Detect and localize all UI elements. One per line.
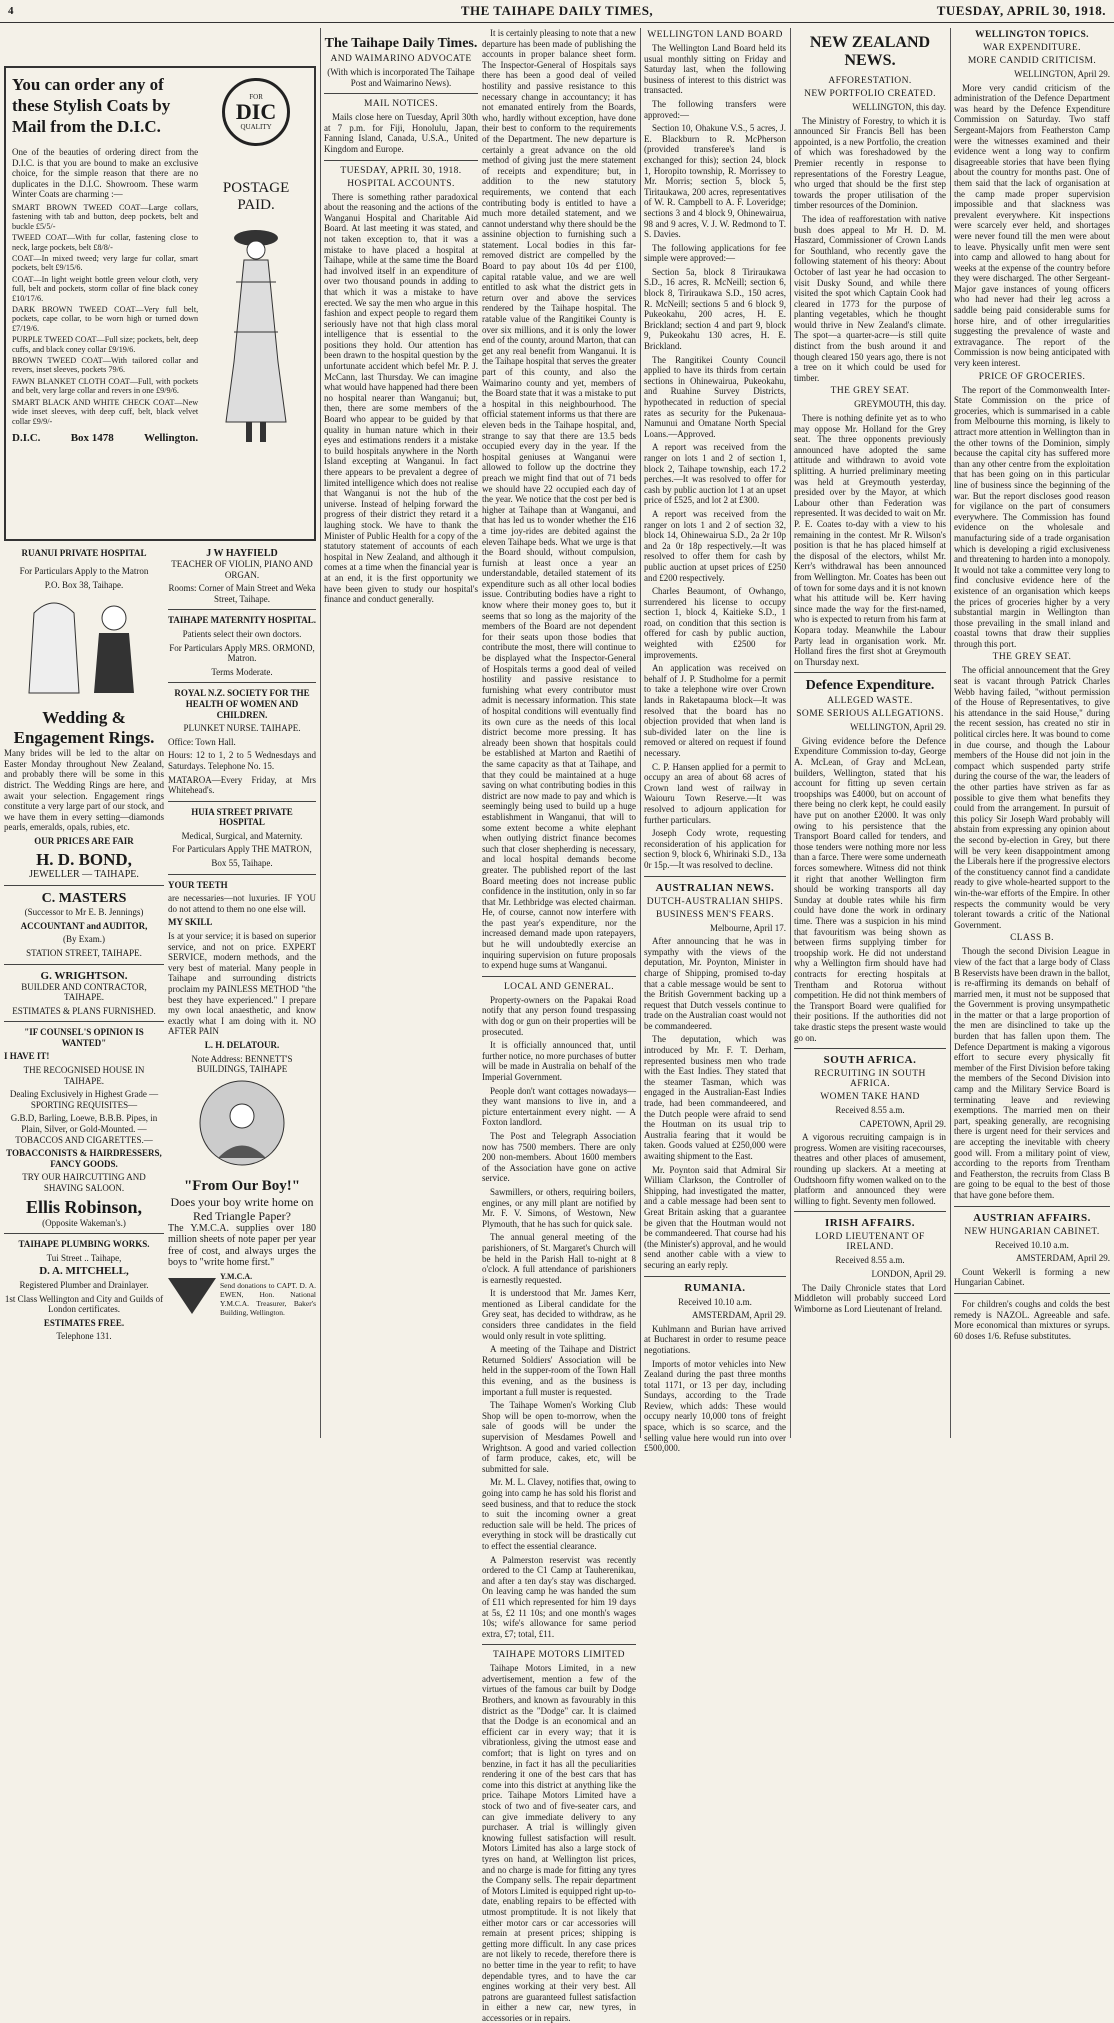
society-nurse: PLUNKET NURSE. TAIHAPE. bbox=[183, 723, 301, 734]
local-item: It is understood that Mr. James Kerr, mentioned as Liberal candidate for the Grey seat, has decided to withdraw, as he considers three candidates in the field would only result in vote splitting. bbox=[482, 1288, 636, 1341]
local-item: The annual general meeting of the parishioners, of St. Margaret's Church will be held in the Parish Hall to-night at 8 o'clock. A full attendance of parishioners is earnestly requested. bbox=[482, 1232, 636, 1285]
dic-coat-item: DARK BROWN TWEED COAT—Very full belt, pockets, cape collar, to be worn high or turned down £7/19/6. bbox=[12, 305, 199, 333]
masters-exam: (By Exam.) bbox=[63, 934, 105, 945]
dic-coat-item: FAWN BLANKET CLOTH COAT—Full, with pockets and belt, very large collar and revers in one £9/9/6. bbox=[12, 376, 199, 396]
dic-footer-left: D.I.C. bbox=[12, 431, 41, 444]
austrian-heading: AUSTRIAN AFFAIRS. bbox=[973, 1211, 1091, 1224]
wrightson-name: G. WRIGHTSON. bbox=[40, 969, 128, 982]
local-general-heading: LOCAL AND GENERAL. bbox=[503, 981, 615, 992]
dic-coat-item: COAT—In mixed tweed; very large fur collar, smart pockets, belt £9/15/6. bbox=[12, 254, 199, 273]
local-item: A meeting of the Taihape and District Returned Soldiers' Association will be held in the supper-room of the Town Hall this evening, and as the business is important a full muster is requested. bbox=[482, 1344, 636, 1397]
dic-coat-item: COAT—In light weight bottle green velour cloth, very full, belt and pockets, storm collar of fine black coney £10/17/6. bbox=[12, 274, 199, 303]
rumania-received: Received 10.10 a.m. bbox=[678, 1296, 752, 1307]
mail-notices-text: Mails close here on Tuesday, April 30th at 7 p.m. for Fiji, Honolulu, Japan, Fanning Island, Canada, U.S.A., United Kingdom and Europe. bbox=[324, 112, 478, 154]
criticism-heading: MORE CANDID CRITICISM. bbox=[967, 56, 1097, 66]
dic-footer-city: Wellington. bbox=[144, 431, 199, 444]
austrian-received: Received 10.10 a.m. bbox=[995, 1239, 1069, 1250]
australian-body bbox=[644, 936, 786, 1270]
soldier-letter-illustration bbox=[168, 1078, 316, 1173]
local-item: Mr. M. L. Clavey, notifies that, owing to going into camp he has sold his florist and seed business, and that to reduce the stock to suit the incoming owner a great reduction sale will be held. The prices of everything in stock will be drastically cut to effect the essential clearance. bbox=[482, 1477, 636, 1551]
counsel-barber: TOBACCONISTS & HAIRDRESSERS, FANCY GOODS. bbox=[6, 1148, 162, 1169]
grey-paragraph: There is nothing definite yet as to who may oppose Mr. Holland for the Grey seat. The three opponents previously announced have adopted the same attitude and withdrawn to avoid vote splitting. A hurried preliminary meeting was held at Greymouth yesterday, presided over by the Mayor, at which Labour other than Federation was represented. It was decided to wait on Mr. P. E. Coates to-day with a view to his remaining in the contest. Mr R. Wilson's position is that he has placed himself at the disposal of the electors, whilst Mr. Kerr's withdrawal has been announced from Wellington. Mr. Coates has been out of town for some days and it is not known what his attitude will be. Kerr having since made the way for the first-named, who is expected to return from his farm at Kopara today. Meanwhile the Labour Party lead in organisation work. Mr. Holland fires the first shot at Greymouth on Thursday next. bbox=[794, 413, 946, 667]
dic-coat-item: SMART BLACK AND WHITE CHECK COAT—New wide inset sleeves, with deep cuff, belt, black velvet collar £9/9/- bbox=[12, 397, 199, 426]
local-item: Property-owners on the Papakai Road notify that any person found trespassing with dog or gun on their properties will be prosecuted. bbox=[482, 994, 636, 1037]
dic-coat-item: PURPLE TWEED COAT—Full size; pockets, belt, deep cuffs, and black coney collar £9/19/6. bbox=[12, 335, 199, 354]
ymca-badge: Y.M.C.A. bbox=[220, 1271, 253, 1281]
land-board-paragraph: A report was received from the ranger on lots 1 and 2 of section 1, block 2, Taihape township, each 17.2 perches.—It was resolved to offer for cash by public auction lot 1 at an upset price of £525, and lot 2 at £300. bbox=[644, 442, 786, 506]
defence-date: WELLINGTON, April 29. bbox=[850, 722, 946, 733]
society-hours: Hours: 12 to 1, 2 to 5 Wednesdays and Saturdays. Telephone No. 15. bbox=[168, 750, 316, 771]
hospital-accounts-heading: HOSPITAL ACCOUNTS. bbox=[347, 178, 455, 189]
land-board-paragraph: Joseph Cody wrote, requesting reconsideration of his application for section 9, block 6, Whirinaki S.D., 13a 0r 15p.—It was resolved to decline. bbox=[644, 828, 786, 870]
irish-heading: IRISH AFFAIRS. bbox=[825, 1217, 915, 1230]
grey-seat-heading-6: THE GREY SEAT. bbox=[992, 652, 1072, 663]
wedding-text: Many brides will be led to the altar on Easter Monday throughout New Zealand, and probably there will be some in this district. The Wedding Rings are here, and await your selection. Engagement rings constitute a very large part of our stock, and we have them in every setting—diamonds pearls, emeralds, opals, rubies, etc. bbox=[4, 748, 164, 833]
australian-news-heading: AUSTRALIAN NEWS. bbox=[655, 881, 775, 894]
teeth-title: YOUR TEETH bbox=[168, 879, 228, 890]
masters-sub: (Successor to Mr E. B. Jennings) bbox=[24, 907, 144, 918]
page-number: 4 bbox=[8, 5, 14, 17]
society-title: ROYAL N.Z. SOCIETY FOR THE HEALTH OF WOMEN AND CHILDREN. bbox=[174, 688, 310, 720]
sa-date: CAPETOWN, April 29. bbox=[859, 1118, 946, 1129]
rumania-paragraph: Kuhlmann and Burian have arrived at Bucharest in order to resume peace negotiations. bbox=[644, 1323, 786, 1355]
irish-received: Received 8.55 a.m. bbox=[835, 1255, 905, 1266]
maternity-sub: Patients select their own doctors. bbox=[182, 628, 302, 639]
column-3b bbox=[482, 28, 636, 2023]
local-item: The Taihape Women's Working Club Shop will be open to-morrow, when the sale of goods will be under the supervision of Mesdames Powell and Wrightson. A good and varied collection of farm produce, cakes, etc, will be submitted for sale. bbox=[482, 1400, 636, 1474]
huia-sub: Medical, Surgical, and Maternity. bbox=[181, 830, 303, 841]
wrightson-role: BUILDER AND CONTRACTOR, TAIHAPE. bbox=[21, 981, 147, 1003]
counsel-title: "IF COUNSEL'S OPINION IS WANTED" bbox=[24, 1027, 144, 1048]
dic-logo-text: DIC bbox=[235, 99, 277, 124]
editorial-dateline: TUESDAY, APRIL 30, 1918. bbox=[340, 165, 462, 176]
mitchell-est: ESTIMATES FREE. bbox=[43, 1317, 125, 1328]
grey-date: GREYMOUTH, this day. bbox=[854, 399, 946, 410]
portfolio-heading: NEW PORTFOLIO CREATED. bbox=[804, 89, 936, 99]
ruanui-hospital-title: RUANUI PRIVATE HOSPITAL bbox=[21, 548, 147, 558]
irish-sub: LORD LIEUTENANT OF IRELAND. bbox=[815, 1232, 925, 1253]
class-b-body: Though the second Division League in view of the fact that a large body of Class B Reservists have been drawn in the ballot, is re-affirming its demands on behalf of married men, it must not be supposed that the Government is proving unsympathetic in the matter or that a large proportion of the men are disinclined to take up the burden that has fallen upon them. The Defence Department is making a vigorous effort to secure every physically fit member of the First Division before taking the members of the Second Division into camp and the Military Service Board is terminating leave and reviewing exemptions. The married men on their part, speaking generally, are recognising there is urgent need for their services and are accepting the inevitable with cheery good will. From a military point of view, according to the reports from Trentham and Featherston, the recruits from Class B are going to be equal to the best of those that have gone before them. bbox=[954, 946, 1110, 1200]
red-triangle-icon bbox=[168, 1278, 216, 1314]
ymca-text: The Y.M.C.A. supplies over 180 million sheets of note paper per year free of cost, and always urges the boys to "write home first." bbox=[168, 1222, 316, 1269]
local-item: The Post and Telegraph Association now has 7500 members. There are only 200 non-members. About 1600 members of the Association have gone on active service. bbox=[482, 1130, 636, 1184]
austrian-body: Count Wekerll is forming a new Hungarian Cabinet. bbox=[954, 1266, 1110, 1288]
woman-coat-illustration bbox=[206, 222, 306, 452]
land-board-heading: WELLINGTON LAND BOARD bbox=[647, 30, 783, 40]
wedding-title: Wedding & Engagement Rings. bbox=[13, 708, 155, 748]
motors-heading: TAIHAPE MOTORS LIMITED bbox=[493, 1650, 625, 1661]
nz-paragraph: The idea of reafforestation with native bush does appeal to Mr H. D. M. Haszard, Commissioner of Crown Lands for Southland, who recently gave the following statement of his theory: About October of last year he had occasion to visit Dusky Sound, and while there visited the spot which Captain Cook had cleared in 1773 for the purpose of planting vegetables, which he thought would thrive in New Zealand's climate. The spot—a quarter-acre—is still quite distinct from the bush around it and though cleared 150 years ago, there is not a tree on it which could be used for timber. bbox=[794, 213, 946, 383]
wedding-couple-illustration bbox=[4, 593, 164, 703]
column-rule bbox=[950, 28, 951, 1438]
local-item: People don't want cottages nowadays—they want mansions to live in, and a picture entertainment every night. — A Foxton landlord. bbox=[482, 1085, 636, 1128]
grey-paragraph-6: The official announcement that the Grey seat is vacant through Patrick Charles Webb having failed, "without permission of the House of Representatives, to give his attendance in the said House," during the recent session, has created no stir in political circles here. It was bound to come in due course, and though the Labour members of the House did not join in the compact which suspended party strife during the course of the war, the leaders of the other parties have striven as far as possible to give them what benefits they could from the arrangement. In pursuit of this policy Sir Joseph Ward probably will abstain from expressing any opinion about the second by-election in Grey, but there will be very keen disappointment among the Liberals here if the progressive electors of the constituency cannot find a candidate ready to give whole-hearted support to the win-the-war efforts of the Empire. In other respects the community would be very tolerant towards a critic of the National Government. bbox=[954, 665, 1110, 930]
huia-apply: For Particulars Apply THE MATRON, bbox=[172, 844, 312, 855]
dic-coat-item: TWEED COAT—With fur collar, fastening close to neck, large pockets, belt £8/8/- bbox=[12, 233, 199, 252]
land-board-paragraph: An application was received on behalf of J. P. Studholme for a permit to take a telephone wire over Crown lands in Raketapauma block—It was resolved that the board has no objection provided that when land is sub-divided later on the line is removed or altered on request if found necessary. bbox=[644, 663, 786, 758]
masthead bbox=[0, 0, 1114, 23]
ellis-robinson-name: Ellis Robinson, bbox=[25, 1196, 143, 1217]
ymca-ask: Does your boy write home on Red Triangle Paper? bbox=[170, 1194, 314, 1223]
ellis-robinson-opp: (Opposite Wakeman's.) bbox=[42, 1217, 126, 1228]
grey-body-6 bbox=[954, 665, 1110, 930]
column-rule bbox=[790, 28, 791, 1438]
sa-received: Received 8.55 a.m. bbox=[835, 1105, 905, 1116]
column-4 bbox=[644, 28, 786, 1454]
land-board-paragraph: A report was received from the ranger on lots 1 and 2 of section 32, block 14, Ohinewairua S.D., 2a 2r 10p and 2a 0r 18p respectively.—It was resolved to offer them for cash by public auction at upset prices of £250 and £200 respectively. bbox=[644, 508, 786, 583]
class-b-heading: CLASS B. bbox=[1010, 933, 1054, 944]
hayfield-rooms: Rooms: Corner of Main Street and Weka Street, Taihape. bbox=[168, 583, 316, 604]
plumbing-title: TAIHAPE PLUMBING WORKS. bbox=[18, 1239, 150, 1250]
paper-title: The Taihape Daily Times. bbox=[324, 36, 478, 51]
nz-body bbox=[794, 116, 946, 384]
australian-sub: DUTCH-AUSTRALIAN SHIPS. bbox=[646, 896, 784, 907]
land-board-paragraph: The following transfers were approved:— bbox=[644, 98, 786, 120]
dic-coat-item: BROWN TWEED COAT—With tailored collar and revers, inset sleeves, pockets 79/6. bbox=[12, 356, 199, 375]
mail-notices-heading: MAIL NOTICES. bbox=[364, 99, 438, 110]
land-board-paragraph: The Rangitikei County Council applied to have its thirds from certain sections in Ohinewairua, Pukeokahu, and Ruahine Survey Districts, hypothecated in reduction of special rates as security for the Pukenaua-Namunui and Omatane North Special Loans.—Approved. bbox=[644, 354, 786, 439]
ymca-quote: "From Our Boy!" bbox=[183, 1177, 301, 1194]
maternity-title: TAIHAPE MATERNITY HOSPITAL. bbox=[168, 615, 316, 626]
nz-paragraph: The Ministry of Forestry, to which it is announced Sir Francis Bell has been appointed, is a new Portfolio, the creation of which was foreshadowed by the Premier recently in response to representations of the Forestry League, who urged that should be the first step towards the proper utilisation of the timber resources of the Dominion. bbox=[794, 115, 946, 211]
topics-body bbox=[954, 83, 1110, 369]
land-board-paragraph: C. P. Hansen applied for a permit to occupy an area of about 68 acres of Crown land west of railway in Waiouru Town Reserve.—It was resolved to adjourn application for further particulars. bbox=[644, 761, 786, 825]
mitchell-cert: 1st Class Wellington and City and Guilds of London certificates. bbox=[4, 1293, 164, 1315]
irish-body: The Daily Chronicle states that Lord Middleton will probably succeed Lord Wimborne as Lord Lieutenant of Ireland. bbox=[794, 1282, 946, 1314]
dic-item-list bbox=[12, 203, 198, 426]
land-board-paragraph: Section 5a, block 8 Tiriraukawa S.D., 16 acres, R. McNeill; section 6, block 8, Tiriraukawa S.D., 150 acres, R. McNeill; sections 5 and 6 block 9, Pukeokahu, 200 acres, H. E. Brickland; section 4 and part 9, block 9, Pukeokahu 130 acres, H. E. Brickland. bbox=[644, 266, 786, 352]
postage-paid: POSTAGE PAID. bbox=[222, 180, 290, 213]
skill-text: Is at your service; it is based on superior service, and not on price. EXPERT SERVICE, modern methods, and the very best of material. Many people in Taihape and surrounding districts proclaim my PAINLESS METHOD "the best they have experienced." I prepare my own local anaesthetic, and know exactly what I am doing with it. NO AFTER PAIN bbox=[168, 931, 316, 1037]
counsel-deal: Dealing Exclusively in Highest Grade —SPORTING REQUISITES— bbox=[9, 1089, 159, 1110]
counsel-house: THE RECOGNISED HOUSE IN TAIHAPE. bbox=[23, 1065, 145, 1086]
local-item: Sawmillers, or others, requiring boilers, engines, or any mill plant are notified by Mr. F. V. Simons, of Westown, New Plymouth, that he has such for quick sale. bbox=[482, 1186, 636, 1229]
skill-title: MY SKILL bbox=[168, 917, 213, 928]
land-board-body bbox=[644, 43, 786, 871]
afforestation-heading: AFFORESTATION. bbox=[828, 76, 912, 86]
column-1 bbox=[4, 548, 164, 1438]
motors-text: Taihape Motors Limited, in a new advertisement, mention a few of the virtues of the famous car built by Dodge Brothers, and known as favourably in this district as the "Dodge" car. It is claimed that the Dodge is an economical and an efficient car in every way; that it is vibrationless, giving the utmost ease and comfort; that is light on tyres and on benzine, in fact it has all the peculiarities rendering it one of the best cars that has come into this district at anything like the price. Taihape Motors Limited have a stock of two and of five-seater cars, and can give immediate delivery to any purchaser. A trial is willingly given knowing fullest satisfaction will result. Motors Limited has also a large stock of tyres on hand, at Wellington list prices, and no charge is made for fitting any tyres the Company sells. The repair department of Motors Limited is equipped right up-to-date, enabling repairs to be effected with utmost promptitude. It is not likely that either motor cars or car accessories will remain at present prices; shipping is getting more difficult. In any case prices are not likely to recede, therefore there is no better time in the year to refit; to have dependable tyres, and to have the car engines working at their very best. All patrons are guaranteed fullest satisfaction in either a new car, new tyres, in accessories or in repairs. bbox=[482, 1663, 636, 2023]
teeth-text: are necessaries—not luxuries. IF YOU do not attend to them no one else will. bbox=[168, 893, 316, 914]
delatour-note: Note Address: BENNETT'S BUILDINGS, TAIHAPE bbox=[191, 1053, 293, 1075]
plumbing-addr: Tui Street .. Taihape, bbox=[46, 1252, 122, 1263]
dic-footer bbox=[12, 432, 198, 444]
nz-date: WELLINGTON, this day. bbox=[852, 102, 946, 112]
counsel-sub: I HAVE IT! bbox=[4, 1051, 50, 1062]
irish-date: LONDON, April 29. bbox=[871, 1269, 946, 1280]
maternity-apply: For Particulars Apply MRS. ORMOND, Matron. bbox=[169, 642, 315, 664]
australian-sub2: BUSINESS MEN'S FEARS. bbox=[655, 909, 775, 920]
austrian-sub: NEW HUNGARIAN CABINET. bbox=[964, 1226, 1100, 1237]
hayfield-role: TEACHER OF VIOLIN, PIANO AND ORGAN. bbox=[171, 559, 313, 580]
land-board-paragraph: The Wellington Land Board held its usual monthly sitting on Friday and Saturday last, when the following business of interest to this district was transacted. bbox=[644, 43, 786, 96]
editorial-body bbox=[324, 192, 478, 605]
bond-name: H. D. BOND, bbox=[36, 849, 132, 869]
masters-name: C. MASTERS bbox=[41, 891, 127, 907]
nazol-advert: For children's coughs and colds the best remedy is NAZOL. Agreeable and safe. More economical than mixtures or syrups. 60 doses 1/6. Refuse substitutes. bbox=[954, 1298, 1110, 1341]
nz-news-heading: NEW ZEALAND NEWS. bbox=[809, 34, 931, 69]
masthead-title: THE TAIHAPE DAILY TIMES, bbox=[460, 3, 654, 18]
society-office: Office: Town Hall. bbox=[168, 736, 236, 747]
defence-sub: ALLEGED WASTE. bbox=[827, 696, 913, 707]
masthead-date: TUESDAY, APRIL 30, 1918. bbox=[936, 3, 1106, 18]
delatour-name: L. H. DELATOUR. bbox=[204, 1039, 280, 1050]
sa-body: A vigorous recruiting campaign is in progress. Women are visiting racecourses, theatres and other places of amusement, rounding up slackers. At a meeting at Oudtshoorn fifty women walked on to the platform and announced they were willing to fight. Seventy men followed. bbox=[794, 1132, 946, 1206]
wrightson-est: ESTIMATES & PLANS FURNISHED. bbox=[12, 1005, 156, 1016]
australian-date: Melbourne, April 17. bbox=[710, 922, 786, 933]
defence-heading: Defence Expenditure. bbox=[805, 678, 935, 694]
land-board-paragraph: Section 10, Ohakune V.S., 5 acres, J. E. Blackburn to R. McPherson (provided transferee's land is exchanged for this); section 24, block 1, Horopito township, R. Morrissey to Mr. Morris; section 5, block 5, Tiritaukawa, 200 acres, representatives of W. R. Campbell to A. F. Loveridge; sections 3 and 4 block 9, Ohinewairua, 98 and 9 acres, V. J. W. Redmond to T. S. Davies. bbox=[644, 123, 786, 240]
counsel-goods: G.B.D, Barling, Loewe, B.B.B. Pipes, in Plain, Silver, or Gold-Mounted. —TOBACCOS AND CIGARETTES.— bbox=[10, 1113, 158, 1145]
war-exp-heading: WAR EXPENDITURE. bbox=[983, 43, 1081, 53]
defence-body bbox=[794, 736, 946, 1043]
mitchell-role: Registered Plumber and Drainlayer. bbox=[19, 1279, 149, 1290]
topics-heading: WELLINGTON TOPICS. bbox=[975, 30, 1089, 40]
defence-paragraph: Giving evidence before the Defence Expenditure Commission to-day, George A. McLean, of Gray and McLean, builders, Wellington, stated that his account for fitting up seven certain troopships was £4000, but on account of there being no clerk kept, he could easily have put on another £2000. It was only owing to his persistence that the Transport Board called for tenders, and those tenders were nothing more nor less than a farce. There were some underneath forces somewhere. Witness did not think it right that another Wellington firm should be working transports all day Sunday at double rates while his firm could have done the work in ordinary time. There was a suspicion in his mind that favouritism was being shown as between firms supplying timber for troopship work. He did not understand why a Wellington firm should have had contracts for erecting hospitals at Trentham and Rotorua without competition. He did not think members of the Transport Board were qualified for their positions. If the authorities did not take drastic steps the present waste would go on. bbox=[794, 735, 946, 1043]
maternity-terms: Terms Moderate. bbox=[211, 666, 273, 677]
column-3-editorial bbox=[324, 28, 478, 1438]
rumania-body bbox=[644, 1324, 786, 1454]
column-rule bbox=[640, 28, 641, 1438]
dic-headline: You can order any of these Stylish Coats by Mail from the D.I.C. bbox=[12, 75, 171, 136]
wedding-prices: OUR PRICES ARE FAIR bbox=[34, 835, 134, 846]
topics-paragraph: More very candid criticism of the administration of the Defence Department was heard by the Defence Expenditure Commission on Saturday. Two staff Sergeant-Majors from Featherston Camp were the witnesses examined and their evidence went a long way to confirm disagreeable stories that have been flying about the country for months past. One of them said that the lack of organisation at the camp made proper supervision impossible and that slackness was prevalent everywhere. Kit inspections were scarcely ever held, and shortages were never found till the men were about to leave. Physically unfit men were sent into camp and allowed to hang about for weeks at the expense of the country before they were discharged. The other Sergeant-Major gave instances of young officers who had never had their leg across a saddle being paid considerable sums for horse hire, and of other irregularities suggesting the prevalence of waste and extravagance. The report of the Commission is now being anticipated with very keen interest. bbox=[954, 82, 1110, 369]
local-general-list bbox=[482, 995, 636, 1639]
editorial-paragraph: There is something rather paradoxical about the reasoning and the actions of the Wanganui Hospital and Charitable Aid Board. At last meeting it was stated, and not taken exception to, that it was a mistake to have placed a hospital at Taihape, while at the same time the Board had involved itself in an expenditure of over two thousand pounds in adding to that which it was a mistake to have erected. We say the men who argue in this fashion and expect people to regard them seriously have not that high class moral intelligence that is essential to the positions they hold. Our attention has been drawn to the hospital question by the unfortunate accident which befel Mr. P. J. McCann, last Thursday. We can imagine what would have happened had there been no hospital nearer than Wanganui; but, then, there are some members of the Board who appear to be guided by that quality in human nature which in their eyes and estimations renders it a mistake to build hospitals anywhere in the North Island excepting at Wanganui. In fact there appears to be prevalent a degree of limited intelligence which does not realise that Wanganui is not the hub of the universe. Instead of helping forward the progress of their district they retard it a laughing stock. We have to thank the Minister of Public Health for a copy of the statutory statement of accounts of each hospital in New Zealand, and although it comes at a time when the financial year is at an end, it is the first opportunity we have been given to study our hospital's finance and conduct generally. bbox=[324, 191, 478, 605]
editorial-paragraph: It is certainly pleasing to note that a new departure has been made of publishing the accounts in proper balance sheet form. The Inspector-General of Hospitals says there has been a good deal of veiled hostility and passive resistance to this necessary change in accountancy; it has not emanated entirely from the Boards, who, hardly without exception, have done their best to conform to the requirements of the Department. The new departure is certainly a great advance on the old method of giving just the mere statement of receipts and expenditure; but, in addition to the new statutory requirements, we contend that each contributing body is entitled to have a much more detailed statement, and we cannot understand why there should be the assinine objection to furnishing such a statement. Local bodies in this far-removed district are compelled by the Board to pay about 10s 4d per £100, capital ratable value, and we are well entitled to ask what the district gets in return over and above the services rendered by the Taihape hospital. The ratable value of the Rangitikei County is over six millions, and it is only the lower end of the county, around Marton, that can get any real benefit from Wanganui. It is the Taihape hospital that serves the greater part of this county, and also the Waimarino county and yet, members of the Board state that it was a mistake to put a hospital in this neighbourhood. The official statement informs us that there are eleven beds in the Taihape hospital, and, strange to say that there are 13.5 beds occupied every day in the year. If the hospital geniuses at Wanganui were allowed to follow up the doctrine they preach we might find that out of 71 beds we should have 22 occupied each day of the year. We notice that the cost per bed is higher at Taihape than at Wanganui, and that has led us to wonder whether the £16 a time joy-rides are debited against the eleven Taihape beds. What we urge is that the Board should, without compulsion, furnish at least once a year an understandable, detailed statement of its expenditure such as all other local bodies issue. Contributing bodies have a right to know where their money goes to, but it seems that so long as the majority of the members of the Board are not dependent for their seats upon those bodies that contribute the most, there will continue to be displayed what the Inspector-General of Hospitals terms a good deal of veiled hostility and passive resistance to furnishing what every contributor must admit is necessary information. This state of hospital conditions will eventually find its own cure as the needs of this local district become more pressing. It has already been shown that hospitals could be established at Marton and Raetihi of the same capacity as that at Taihape, and that they could be maintained at a huge saving on what contributing bodies in this district are now made to pay and which is seemingly being used to build up a huge establishment in Wanganui, that will to some extent become a white elephant when outlying district finance becomes such that closer shepherding is necessary, and local hospital demands become greater. The published report of the last Board meeting does not increase public confidence in the institution, only in so far that Mr. Lethbridge was elected chairman. He, of course, cannot now interfere with the past year's expenditure, nor the increased demand made upon ratepayers, but he will undoubtedly exercise an inquiring supervision on future proposals to expend huge sums at Wanganui. bbox=[482, 28, 636, 971]
local-item: A Palmerston reservist was recently ordered to the C1 Camp at Tauherenikau, and after a ten day's stay was discharged. On leaving camp he was handed the sum of £11 which represented for him 19 days at 5s, £2 11 10s; and one month's wages 10s; wife's allowance for same period extra, £7; total, £11. bbox=[482, 1554, 636, 1639]
australian-paragraph: Mr. Poynton said that Admiral Sir William Clarkson, the Controller of Shipping, had investigated the matter, and a cable message had been sent to Great Britain asking that a guarantee be given that the Houtman would not be commandeered. That course had his (the Minister's) approval, and he would send another cable with a view to securing an early reply. bbox=[644, 1164, 786, 1270]
topics-date: WELLINGTON, April 29. bbox=[1014, 69, 1110, 79]
column-rule bbox=[320, 28, 321, 1438]
huia-title: HUIA STREET PRIVATE HOSPITAL bbox=[191, 806, 293, 828]
mitchell-tel: Telephone 131. bbox=[56, 1331, 112, 1342]
defence-sub2: SOME SERIOUS ALLEGATIONS. bbox=[796, 709, 944, 720]
dic-coat-advert bbox=[4, 66, 316, 541]
paper-note: (With which is incorporated The Taihape Post and Waimarino News). bbox=[327, 67, 475, 88]
rumania-heading: RUMANIA. bbox=[684, 1281, 746, 1294]
bond-trade: JEWELLER — TAIHAPE. bbox=[29, 868, 139, 880]
counsel-salon: TRY OUR HAIRCUTTING AND SHAVING SALOON. bbox=[22, 1172, 146, 1193]
hayfield-name: J W HAYFIELD bbox=[206, 548, 278, 559]
dic-intro: One of the beauties of ordering direct from the D.I.C. is that you are bound to make an exclusive choice, for the simple reason that there are no duplicates in the D.I.C. Showroom. These warm Winter Coats are charming :— bbox=[12, 147, 199, 200]
dic-logo-bottom: QUALITY bbox=[240, 123, 272, 131]
society-mataroa: MATAROA—Every Friday, at Mrs Whitehead's. bbox=[168, 774, 316, 796]
paper-subtitle: AND WAIMARINO ADVOCATE bbox=[330, 54, 472, 64]
grey-body bbox=[794, 413, 946, 667]
rumania-paragraph: Imports of motor vehicles into New Zealand during the past three months total 1171, or 13 per day, including Sundays, according to the Trade Review, which adds: These would occupy nearly 10,000 tons of freight space, which is so scarce, and the selling value here would run into over £500,000. bbox=[644, 1358, 786, 1454]
groceries-body: The report of the Commonwealth Inter-State Commission on the price of groceries, which is summarised in a cable from Melbourne this morning, is likely to attract more attention in Wellington than in the other towns of the Dominion, simply because the capital city has suffered more than any other centre from the exploitation that has been going on in this particular line of business since the beginning of the war. But the report discloses good reason for vigilance on the part of consumers everywhere. The Commission has found evidence on the wholesale and manufacturing side of a trade organisation which is developing a rigid exclusiveness and threatening to harden into a monopoly. It would not take a committee very long to find conclusive evidence here of the existence of an organisation which keeps the prices of groceries higher by a very substantial margin in Wellington than those prevailing in the small inland and coastal towns that draw their supplies through this port. bbox=[954, 384, 1110, 649]
column-6 bbox=[954, 28, 1110, 1438]
mitchell-name: D. A. MITCHELL, bbox=[39, 1265, 129, 1278]
masters-addr: STATION STREET, TAIHAPE. bbox=[26, 947, 142, 958]
sa-sub2: WOMEN TAKE HAND bbox=[820, 1092, 920, 1103]
dic-logo bbox=[222, 78, 290, 146]
dic-footer-box: Box 1478 bbox=[70, 431, 114, 444]
dic-logo-top: FOR bbox=[249, 93, 263, 101]
ruanui-hospital-box: P.O. Box 38, Taihape. bbox=[44, 579, 124, 590]
ruanui-hospital-text: For Particulars Apply to the Matron bbox=[19, 566, 149, 576]
column-2 bbox=[168, 548, 316, 1438]
rumania-date: AMSTERDAM, April 29. bbox=[691, 1310, 786, 1321]
land-board-paragraph: Charles Beaumont, of Owhango, surrendered his license to occupy section 1, block 4, Kaitieke S.D., 1 road, on condition that this section is offered for cash by public auction, weighted with £2500 for improvements. bbox=[644, 586, 786, 660]
masters-role: ACCOUNTANT and AUDITOR, bbox=[20, 920, 148, 931]
south-africa-heading: SOUTH AFRICA. bbox=[823, 1054, 917, 1067]
sa-sub: RECRUITING IN SOUTH AFRICA. bbox=[814, 1069, 926, 1090]
australian-paragraph: After announcing that he was in sympathy with the views of the deputation, Mr. Poynton, Minister in charge of Shipping, promised to-day that a cable message would be sent to the British Government backing up a request that Dutch vessels continue to trade on the Australian coast would not be commandeered. bbox=[644, 936, 786, 1031]
huia-box: Box 55, Taihape. bbox=[211, 858, 273, 869]
ymca-donate: Send donations to CAPT. D. A. EWEN, Hon. National Y.M.C.A. Treasurer, Baker's Building, Wellington. bbox=[220, 1280, 316, 1317]
grey-seat-heading: THE GREY SEAT. bbox=[830, 386, 910, 397]
local-item: It is officially announced that, until further notice, no more purchases of butter will be made in Australia on behalf of the Imperial Government. bbox=[482, 1040, 636, 1082]
australian-paragraph: The deputation, which was introduced by Mr. F. T. Derham, represented business men who trade with the East Indies. They stated that the steamer Tasman, which was engaged in the Australian-East Indies trade, had been commandeered, and the Dutch people were afraid to send the Houtman on its usual trip to Australia fearing that it would be taken. Goods valued at £250,000 were awaiting shipment to the East. bbox=[644, 1034, 786, 1161]
groceries-heading: PRICE OF GROCERIES. bbox=[978, 371, 1086, 382]
dic-coat-item: SMART BROWN TWEED COAT—Large collars, fastening with tab and button, deep pockets, belt and buckle £5/5/- bbox=[12, 202, 199, 231]
austrian-date: AMSTERDAM, April 29. bbox=[1015, 1253, 1110, 1264]
column-5 bbox=[794, 28, 946, 1438]
land-board-paragraph: The following applications for fee simple were approved:— bbox=[644, 242, 786, 264]
